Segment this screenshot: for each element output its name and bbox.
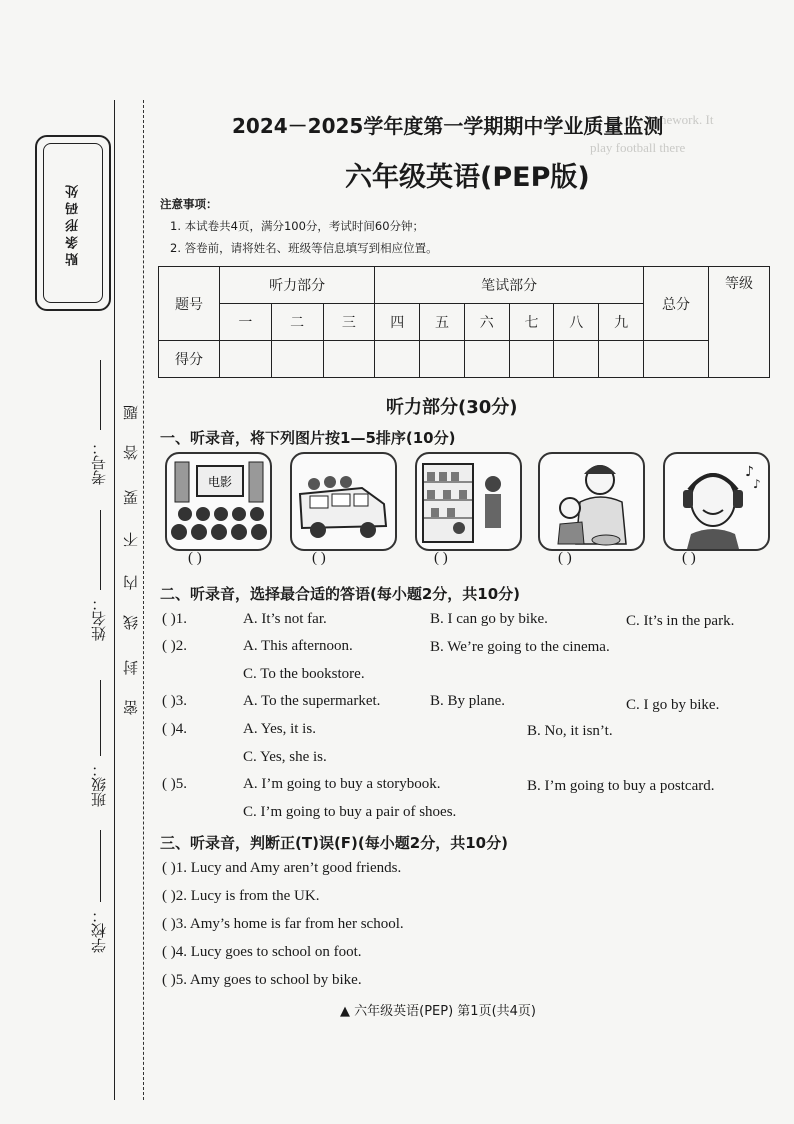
score-cell[interactable] [599,341,644,378]
barcode-label: 贴条形码处 [65,180,81,266]
tf-item-4[interactable]: ( )4. Lucy goes to school on foot. [162,944,362,960]
listening-heading: 听力部分(30分) [386,397,518,418]
seal-line [143,100,144,1100]
option-a: A. To the supermarket. [243,693,381,709]
option-c: C. I go by bike. [626,697,720,713]
row-label-number: 题号 [159,267,220,341]
question-number: 八 [554,304,599,341]
option-b: B. I can go by bike. [430,611,548,627]
school-label: 学校： [90,908,108,953]
score-cell[interactable] [554,341,599,378]
question-number: 四 [375,304,420,341]
answer-blank-2[interactable]: ( ) [312,550,326,566]
question-number: 六 [464,304,509,341]
score-cell[interactable] [420,341,465,378]
option-b: B. We’re going to the cinema. [430,639,610,655]
option-b: B. By plane. [430,693,505,709]
score-cell[interactable] [323,341,375,378]
tf-item-3[interactable]: ( )3. Amy’s home is far from her school. [162,916,404,932]
exam-subject-title: 六年级英语(PEP版) [345,162,590,193]
question-number: 二 [271,304,323,341]
school-line[interactable] [100,830,101,902]
question-number[interactable]: ( )2. [162,638,187,654]
option-a: A. Yes, it is. [243,721,316,737]
question-number: 九 [599,304,644,341]
tf-item-2[interactable]: ( )2. Lucy is from the UK. [162,888,320,904]
option-b: B. I’m going to buy a postcard. [527,778,715,794]
bleed-through-text: nework. It [660,112,714,127]
option-c: C. Yes, she is. [243,749,327,765]
svg-text:♪: ♪ [753,477,761,491]
answer-blank-4[interactable]: ( ) [558,550,572,566]
seal-char: 内 [122,575,140,590]
total-score-cell[interactable] [644,341,709,378]
notice-item: 1. 本试卷共4页，满分100分，考试时间60分钟； [170,219,425,233]
listening-header: 听力部分 [220,267,375,304]
option-a: A. This afternoon. [243,638,353,654]
footer-text: 六年级英语(PEP) 第1页(共4页) [354,1004,536,1019]
score-cell[interactable] [375,341,420,378]
notice-item: 2. 答卷前，请将姓名、班级等信息填写到相应位置。 [170,241,438,255]
question-number: 五 [420,304,465,341]
seal-char: 封 [122,660,140,675]
section2-title: 二、听录音，选择最合适的答语(每小题2分，共10分) [160,585,521,603]
question-number[interactable]: ( )1. [162,611,187,627]
exam-title: 2024－2025学年度第一学期期中学业质量监测 [232,114,664,138]
answer-blank-1[interactable]: ( ) [188,550,202,566]
seal-char: 题 [122,405,140,420]
exam-number-line[interactable] [100,360,101,430]
name-line[interactable] [100,510,101,590]
svg-text:♪: ♪ [745,464,754,480]
publisher-logo-icon: ▲ [340,1004,350,1019]
question-number[interactable]: ( )3. [162,693,187,709]
score-cell[interactable] [220,341,272,378]
page-footer [340,1000,536,1019]
question-number[interactable]: ( )4. [162,721,187,737]
seal-char: 要 [122,490,140,505]
tf-item-1[interactable]: ( )1. Lucy and Amy aren’t good friends. [162,860,402,876]
answer-blank-3[interactable]: ( ) [434,550,448,566]
grade-header: 等级 [709,267,770,378]
option-a: A. I’m going to buy a storybook. [243,776,441,792]
row-label-score: 得分 [159,341,220,378]
notice-heading: 注意事项： [160,197,218,211]
score-cell[interactable] [509,341,554,378]
cinema-picture [165,452,272,551]
barcode-box [35,135,111,311]
option-b: B. No, it isn’t. [527,723,613,739]
writing-header: 笔试部分 [375,267,644,304]
option-c: C. It’s in the park. [626,613,735,629]
cinema-sign-text: 电影 [207,475,233,489]
score-cell[interactable] [464,341,509,378]
exam-number-label: 考号： [90,440,108,485]
tf-item-5[interactable]: ( )5. Amy goes to school by bike. [162,972,362,988]
cooking-picture [538,452,645,551]
option-a: A. It’s not far. [243,611,327,627]
score-table [158,266,770,378]
question-number: 三 [323,304,375,341]
question-number: 七 [509,304,554,341]
seal-char: 密 [122,700,140,715]
score-cell[interactable] [271,341,323,378]
option-c: C. To the bookstore. [243,666,365,682]
name-label: 姓名： [90,596,108,641]
question-number: 一 [220,304,272,341]
music-picture [663,452,770,551]
seal-char: 不 [122,532,140,547]
class-line[interactable] [100,680,101,756]
seal-char: 答 [122,445,140,460]
supermarket-picture [415,452,522,551]
total-header: 总分 [644,267,709,341]
van-picture [290,452,397,551]
answer-blank-5[interactable]: ( ) [682,550,696,566]
class-label: 班级： [90,762,108,807]
section3-title: 三、听录音，判断正(T)误(F)(每小题2分，共10分) [160,834,508,852]
question-number[interactable]: ( )5. [162,776,187,792]
binding-line [114,100,115,1100]
section1-title: 一、听录音，将下列图片按1—5排序(10分) [160,429,456,447]
bleed-through-text: play football there [590,140,686,155]
option-c: C. I’m going to buy a pair of shoes. [243,804,457,820]
seal-char: 线 [122,615,140,630]
